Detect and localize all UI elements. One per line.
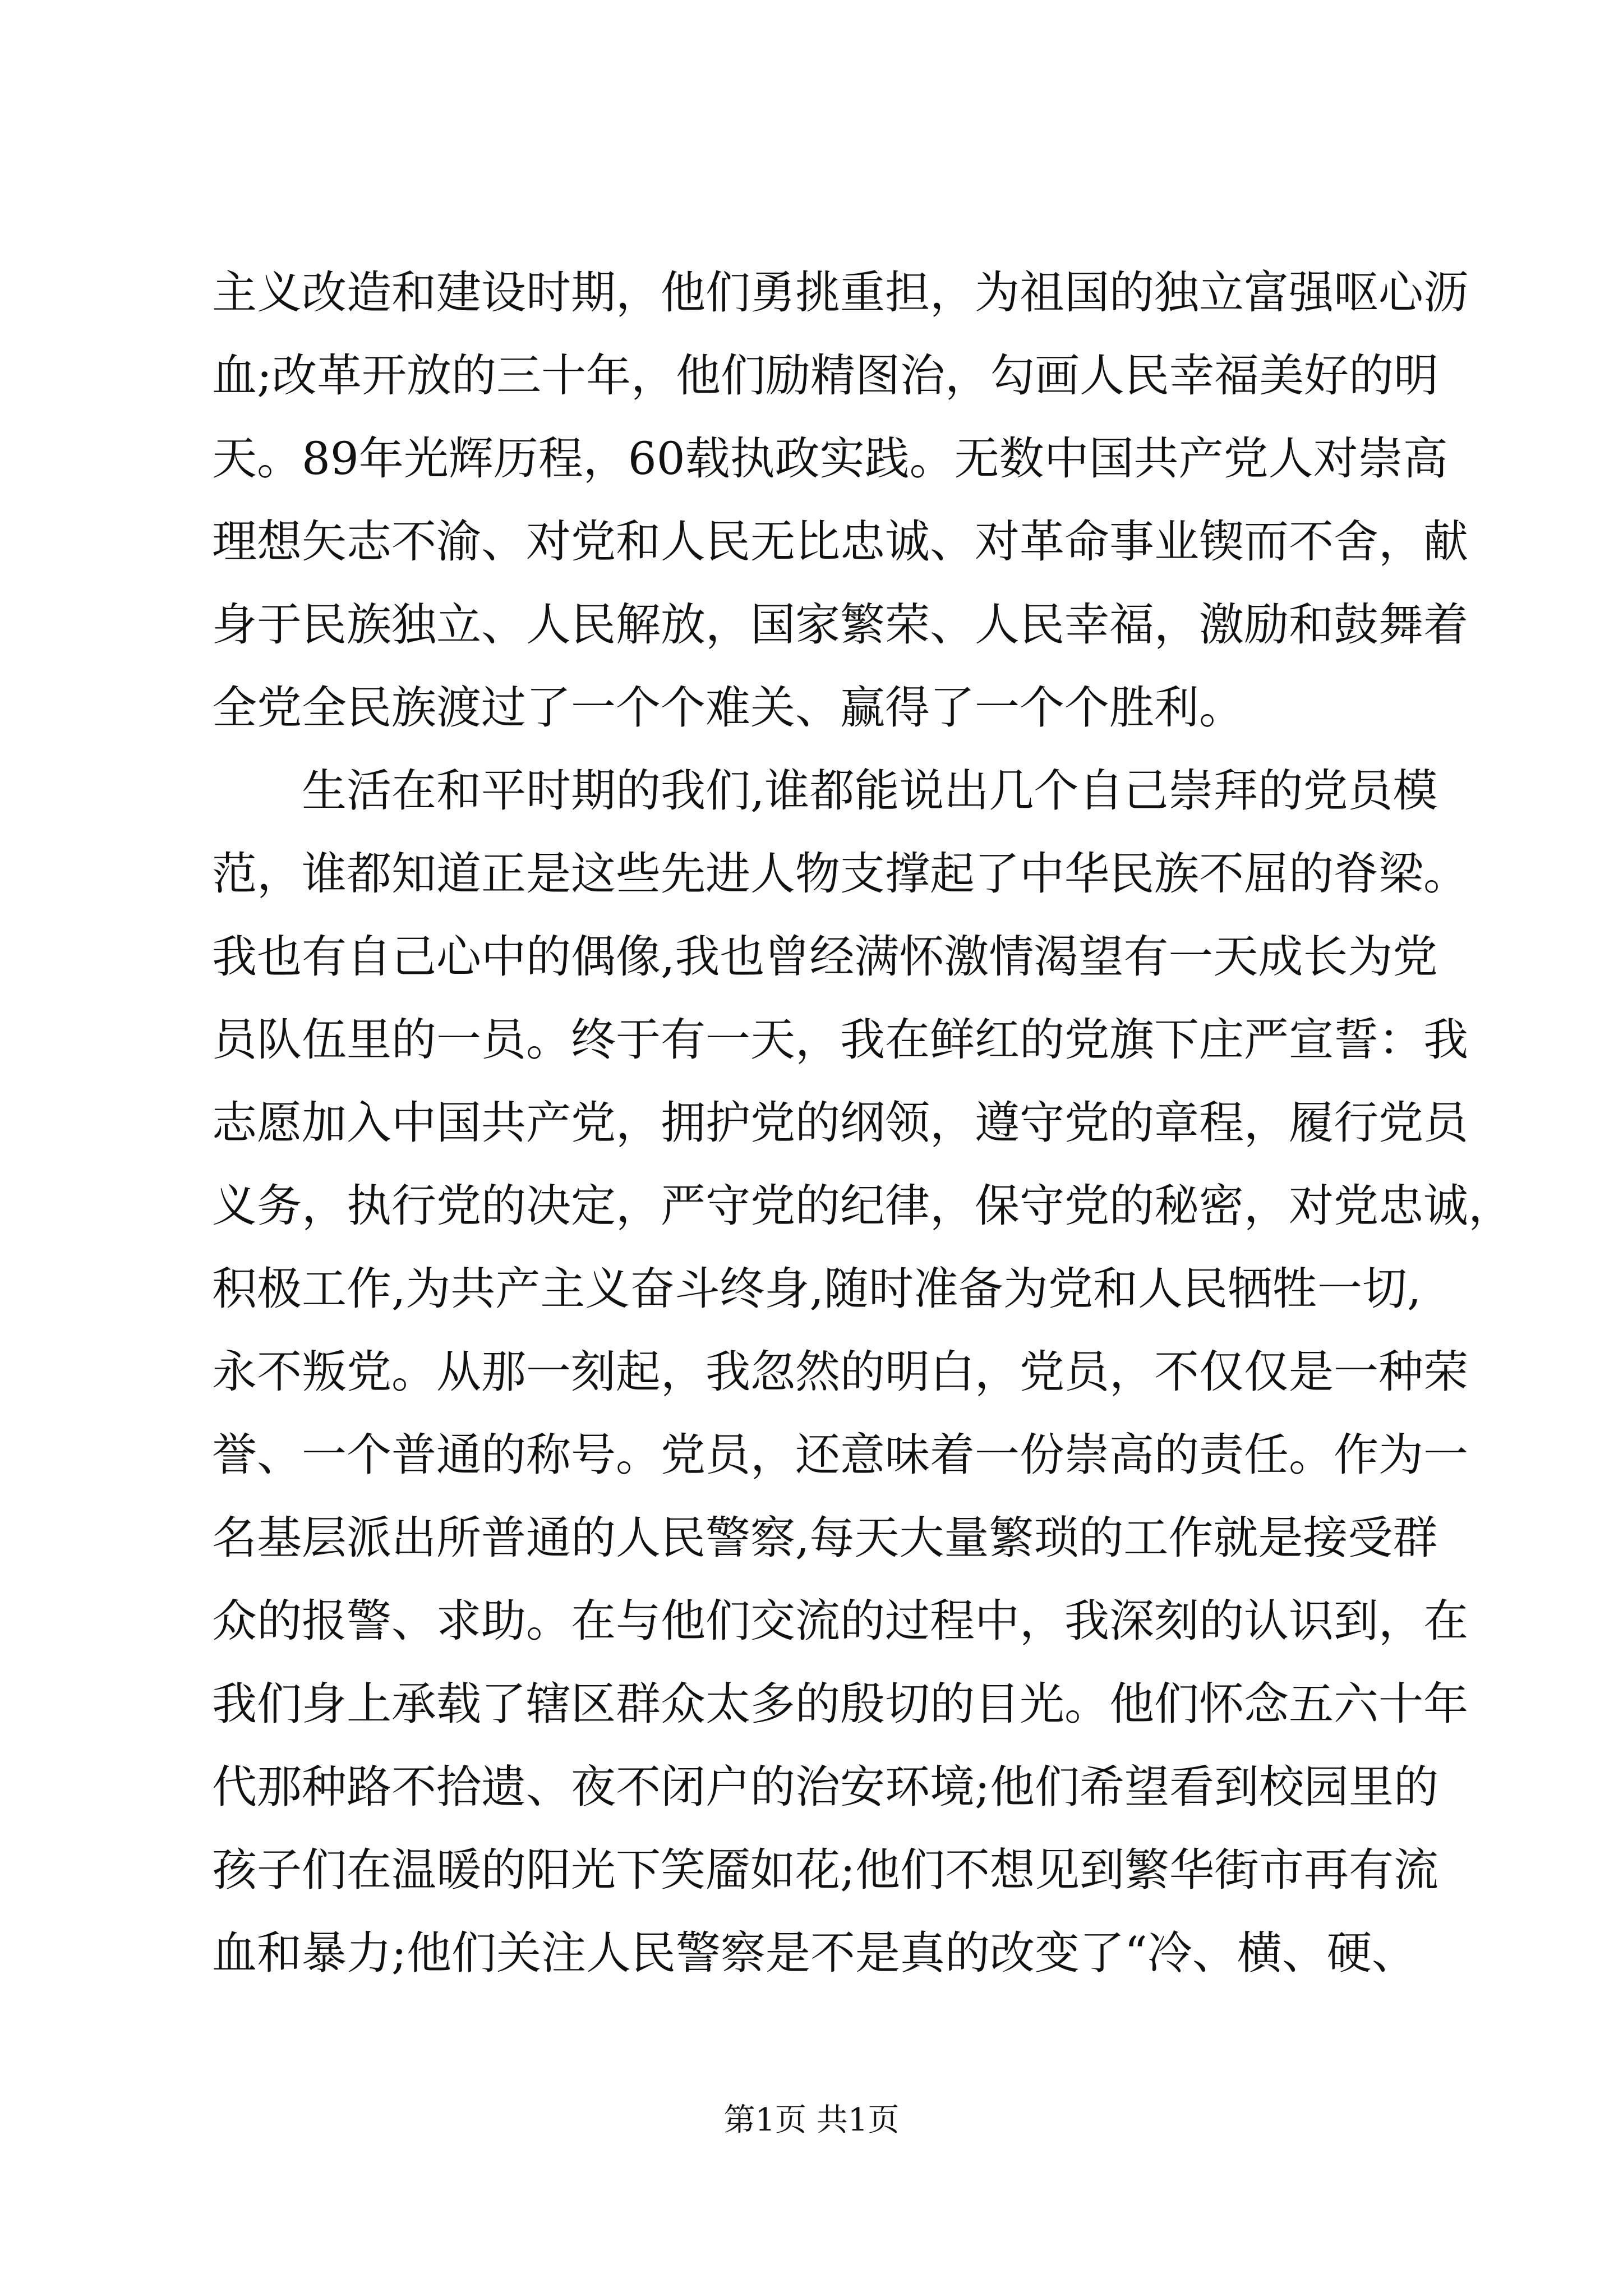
text-line: 永不叛党。从那一刻起，我忽然的明白，党员，不仅仅是一种荣 (212, 1346, 1468, 1398)
text-line: 誉、一个普通的称号。党员，还意味着一份崇高的责任。作为一 (212, 1429, 1468, 1481)
text-line: 全党全民族渡过了一个个难关、赢得了一个个胜利。 (212, 682, 1244, 734)
text-line: 理想矢志不渝、对党和人民无比忠诚、对革命事业锲而不舍，献 (212, 516, 1468, 568)
text-line: 血和暴力;他们关注人民警察是不是真的改变了“冷、横、硬、 (212, 1927, 1417, 1979)
text-line: 员队伍里的一员。终于有一天，我在鲜红的党旗下庄严宣誓：我 (212, 1014, 1468, 1066)
text-line: 血;改革开放的三十年，他们励精图治，勾画人民幸福美好的明 (212, 349, 1438, 402)
text-line: 名基层派出所普通的人民警察,每天大量繁琐的工作就是接受群 (212, 1512, 1438, 1564)
document-body (212, 251, 1513, 1995)
text-line: 主义改造和建设时期，他们勇挑重担，为祖国的独立富强呕心沥 (212, 266, 1468, 319)
text-line: 积极工作,为共产主义奋斗终身,随时准备为党和人民牺牲一切, (212, 1263, 1422, 1315)
text-line: 孩子们在温暖的阳光下笑靥如花;他们不想见到繁华街市再有流 (212, 1844, 1438, 1896)
text-line: 我也有自己心中的偶像,我也曾经满怀激情渴望有一天成长为党 (212, 931, 1438, 983)
page-footer: 第1页 共1页 (723, 2102, 900, 2138)
text-line: 代那种路不拾遗、夜不闭户的治安环境;他们希望看到校园里的 (212, 1761, 1438, 1813)
text-line: 身于民族独立、人民解放，国家繁荣、人民幸福，激励和鼓舞着 (212, 599, 1468, 651)
text-line: 志愿加入中国共产党，拥护党的纲领，遵守党的章程，履行党员 (212, 1097, 1468, 1149)
text-line: 义务，执行党的决定，严守党的纪律，保守党的秘密，对党忠诚， (212, 1180, 1513, 1232)
text-line: 范，谁都知道正是这些先进人物支撑起了中华民族不屈的脊梁。 (212, 848, 1468, 900)
text-line: 我们身上承载了辖区群众太多的殷切的目光。他们怀念五六十年 (212, 1678, 1468, 1730)
text-line: 生活在和平时期的我们,谁都能说出几个自己崇拜的党员模 (302, 765, 1438, 817)
text-line: 众的报警、求助。在与他们交流的过程中，我深刻的认识到，在 (212, 1595, 1468, 1647)
text-line: 天。89年光辉历程，60载执政实践。无数中国共产党人对崇高 (212, 432, 1448, 485)
